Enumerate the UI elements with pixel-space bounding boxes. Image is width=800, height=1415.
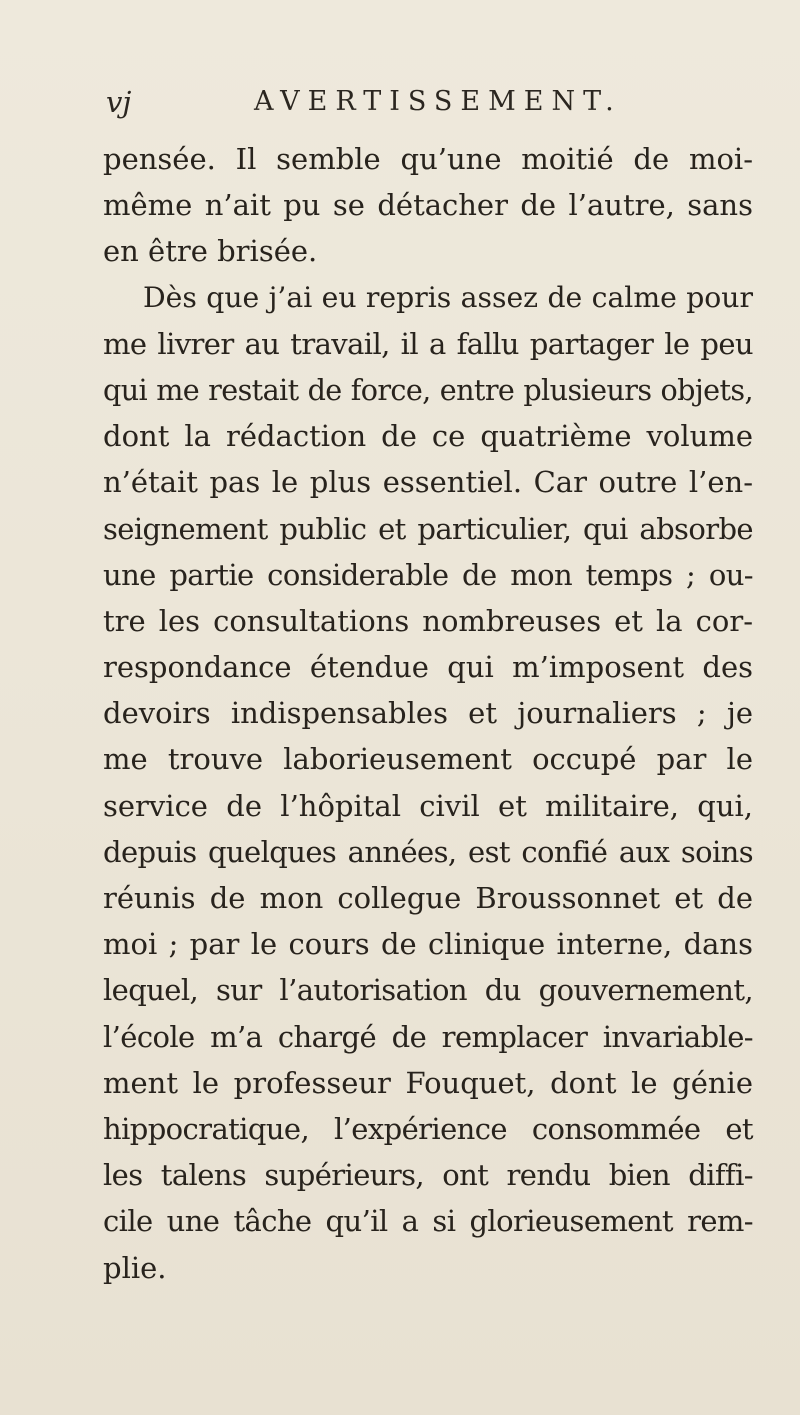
text-line: service de l’hôpital civil et militaire, qui,: [103, 788, 753, 823]
page-header: [106, 82, 746, 122]
text-line: cile une tâche qu’il a si glorieusement rem-: [103, 1204, 753, 1239]
running-head: AVERTISSEMENT.: [254, 86, 622, 117]
text-line: pensée. Il semble qu’une moitié de moi-: [103, 142, 753, 176]
text-line: les talens supérieurs, ont rendu bien diffi-: [103, 1158, 753, 1193]
text-line: me trouve laborieusement occupé par le: [103, 742, 753, 777]
text-line: moi ; par le cours de clinique interne, dans: [103, 927, 753, 962]
text-line: réunis de mon collegue Broussonnet et de: [103, 881, 753, 915]
text-line: plie.: [103, 1250, 167, 1285]
text-line: en être brisée.: [103, 234, 318, 269]
body-text: [103, 136, 753, 1291]
text-line: l’école m’a chargé de remplacer invariable-: [103, 1019, 753, 1054]
text-line: seignement public et particulier, qui absorbe: [103, 511, 753, 546]
page-number: vj: [106, 85, 132, 119]
text-line: dont la rédaction de ce quatrième volume: [103, 419, 753, 454]
text-line: respondance étendue qui m’imposent des: [103, 650, 753, 685]
text-line: une partie considerable de mon temps ; ou-: [103, 557, 753, 592]
text-line: même n’ait pu se détacher de l’autre, sans: [103, 188, 753, 223]
text-line: n’était pas le plus essentiel. Car outre l’en-: [103, 465, 753, 500]
text-line: hippocratique, l’expérience consommée et: [103, 1111, 753, 1146]
text-line: devoirs indispensables et journaliers ; je: [103, 696, 753, 731]
text-line: lequel, sur l’autorisation du gouvernement,: [103, 973, 753, 1008]
text-line: qui me restait de force, entre plusieurs objets,: [103, 372, 753, 407]
text-line: depuis quelques années, est confié aux soins: [103, 834, 753, 869]
text-line: Dès que j’ai eu repris assez de calme pour: [143, 280, 753, 314]
text-line: me livrer au travail, il a fallu partager le peu: [103, 326, 753, 361]
text-line: tre les consultations nombreuses et la cor-: [103, 603, 753, 638]
text-line: ment le professeur Fouquet, dont le génie: [103, 1065, 753, 1100]
